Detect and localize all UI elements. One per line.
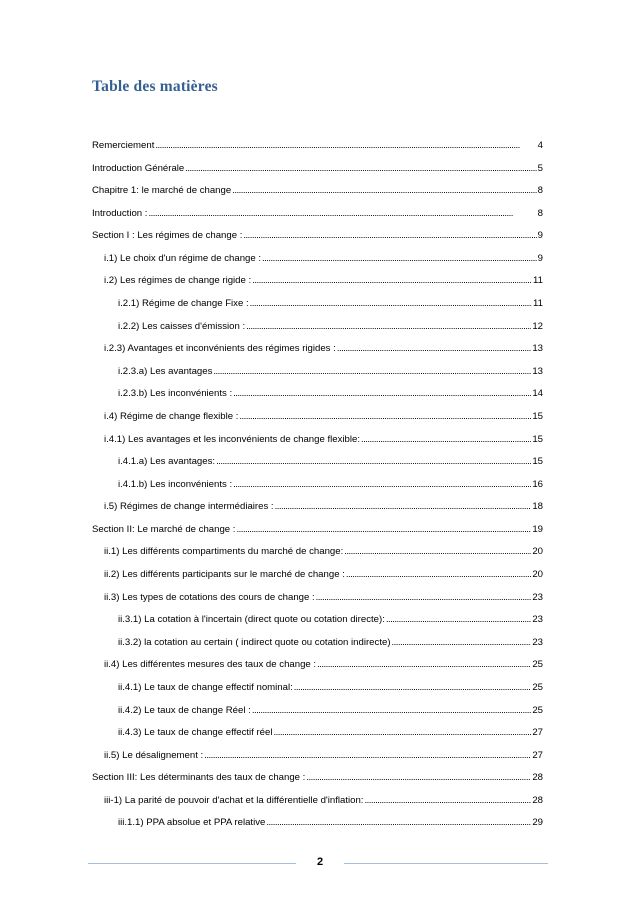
toc-entry-text: i.1) Le choix d'un régime de change : (104, 252, 262, 264)
toc-entry-page: 11 (533, 298, 543, 310)
toc-entry[interactable] (118, 364, 543, 378)
toc-entry[interactable] (104, 409, 543, 423)
toc-entry[interactable] (104, 341, 543, 355)
toc-entry-text: ii.4.3) Le taux de change effectif réel (118, 727, 273, 739)
toc-entry-text: ii.4) Les différentes mesures des taux de change : (104, 659, 317, 671)
toc-entry-page: 27 (532, 749, 543, 761)
toc-entry-text: Remerciement (92, 140, 155, 151)
toc-entry-page: 27 (532, 727, 543, 739)
toc-entry-page: 12 (532, 320, 543, 332)
footer-divider-left (88, 863, 296, 864)
toc-entry-text: ii.3) Les types de cotations des cours de change : (104, 591, 315, 603)
toc-leader-dots (266, 817, 531, 829)
toc-entry-text: i.2.1) Régime de change Fixe : (118, 298, 249, 310)
toc-leader-dots (213, 366, 531, 378)
toc-entry-page: 28 (532, 794, 543, 806)
toc-entry-page: 28 (532, 772, 543, 784)
toc-leader-dots (346, 569, 531, 581)
toc-entry-text: Introduction Générale (92, 162, 185, 174)
toc-leader-dots (250, 298, 532, 310)
toc-leader-dots (344, 546, 531, 558)
toc-entry-text: ii.2) Les différents participants sur le marché de change : (104, 569, 345, 581)
toc-leader-dots (294, 682, 532, 694)
toc-entry-page: 29 (532, 817, 543, 829)
toc-entry-page: 14 (532, 388, 543, 400)
toc-entry[interactable] (104, 251, 543, 265)
toc-leader-dots (239, 411, 531, 423)
toc-entry-page: 23 (532, 636, 543, 648)
toc-entry-page: 25 (532, 659, 543, 671)
toc-entry-text: ii.4.2) Le taux de change Réel : (118, 704, 251, 716)
toc-entry[interactable] (92, 522, 543, 536)
toc-entry[interactable] (92, 206, 543, 220)
toc-entry-page: 23 (532, 614, 543, 626)
toc-leader-dots (337, 343, 532, 355)
toc-entry[interactable] (104, 273, 543, 287)
toc-entry-text: ii.3.1) La cotation à l'incertain (direct quote ou cotation directe): (118, 614, 385, 626)
toc-entry[interactable] (118, 477, 543, 491)
toc-leader-dots (252, 275, 532, 287)
toc-entry-page: 16 (532, 478, 543, 490)
toc-leader-dots (243, 230, 536, 242)
toc-leader-dots (233, 479, 531, 491)
toc-leader-dots (392, 637, 532, 649)
toc-entry-text: ii.5) Le désalignement : (104, 749, 204, 761)
toc-entry[interactable] (104, 748, 543, 762)
toc-entry[interactable] (118, 703, 543, 717)
toc-entry-text: i.2) Les régimes de change rigide : (104, 275, 252, 287)
toc-leader-dots (236, 524, 531, 536)
toc-entry[interactable] (118, 815, 543, 829)
toc-entry[interactable] (104, 499, 543, 513)
footer-divider-right (344, 863, 548, 864)
toc-leader-dots (204, 750, 531, 762)
toc-entry-page: 5 (537, 162, 543, 174)
toc-leader-dots (252, 705, 532, 717)
toc-entry[interactable] (104, 567, 543, 581)
toc-leader-dots (148, 208, 536, 220)
toc-entry[interactable] (118, 680, 543, 694)
toc-entry-page: 19 (532, 523, 543, 535)
toc-entry[interactable] (104, 544, 543, 558)
toc-entry-text: ii.1) Les différents compartiments du marché de change: (104, 546, 344, 558)
toc-entry[interactable] (104, 590, 543, 604)
footer-page-number: 2 (316, 856, 324, 868)
toc-entry[interactable] (104, 657, 543, 671)
toc-entry-page: 8 (537, 207, 543, 219)
toc-entry-page: 15 (532, 433, 543, 445)
toc-leader-dots (361, 434, 531, 446)
toc-leader-dots (306, 772, 531, 784)
toc-entry-page: 11 (533, 275, 543, 287)
toc-entry-page: 8 (537, 185, 543, 197)
toc-entry-page: 15 (532, 410, 543, 422)
toc-entry[interactable] (118, 725, 543, 739)
toc-leader-dots (317, 659, 531, 671)
toc-entry-page: 20 (532, 569, 543, 581)
toc-entry[interactable] (104, 432, 543, 446)
toc-entry-page: 4 (537, 140, 543, 151)
toc-entry-page: 23 (532, 591, 543, 603)
toc-entry-page: 20 (532, 546, 543, 558)
toc-leader-dots (262, 253, 537, 265)
toc-entry-text: i.2.2) Les caisses d'émission : (118, 320, 246, 332)
toc-entry-text: i.4.1) Les avantages et les inconvénients de change flexible: (104, 433, 361, 445)
toc-entry[interactable] (92, 770, 543, 784)
toc-entry-text: i.2.3) Avantages et inconvénients des régimes rigides : (104, 343, 336, 355)
toc-entry-page: 13 (532, 365, 543, 377)
toc-entry[interactable] (118, 296, 543, 310)
toc-leader-dots (316, 592, 532, 604)
toc-entry[interactable] (92, 161, 543, 175)
toc-leader-dots (233, 388, 531, 400)
toc-leader-dots (185, 163, 536, 175)
toc-entry-text: Section II: Le marché de change : (92, 523, 236, 535)
toc-leader-dots (155, 140, 536, 152)
toc-entry-text: i.4.1.b) Les inconvénients : (118, 478, 233, 490)
toc-leader-dots (275, 501, 532, 513)
toc-entry-text: ii.3.2) la cotation au certain ( indirect quote ou cotation indirecte) (118, 636, 391, 648)
toc-leader-dots (364, 795, 531, 807)
toc-leader-dots (386, 614, 531, 626)
toc-entry[interactable] (92, 138, 543, 152)
toc-entry-text: iii-1) La parité de pouvoir d'achat et la différentielle d'inflation: (104, 794, 364, 806)
toc-entry-page: 25 (532, 681, 543, 693)
toc-entry-page: 15 (532, 456, 543, 468)
toc-entry-text: Chapitre 1: le marché de change (92, 185, 232, 197)
toc-entry[interactable] (118, 319, 543, 333)
toc-entry-text: Section III: Les déterminants des taux de change : (92, 772, 306, 784)
toc-entry[interactable] (104, 793, 543, 807)
toc-entry[interactable] (92, 228, 543, 242)
toc-leader-dots (246, 321, 531, 333)
toc-entry[interactable] (118, 454, 543, 468)
toc-leader-dots (216, 456, 531, 468)
toc-entry-page: 25 (532, 704, 543, 716)
toc-leader-dots (274, 727, 532, 739)
toc-title: Table des matières (92, 78, 218, 95)
toc-entry-page: 13 (532, 343, 543, 355)
toc-entry-text: ii.4.1) Le taux de change effectif nominal: (118, 681, 293, 693)
toc-entry[interactable] (118, 635, 543, 649)
toc-entry-text: i.4) Régime de change flexible : (104, 410, 239, 422)
toc-entry-page: 9 (537, 252, 543, 264)
toc-entry-text: Section I : Les régimes de change : (92, 230, 243, 242)
toc-entry-text: i.2.3.b) Les inconvénients : (118, 388, 233, 400)
toc-entry[interactable] (118, 386, 543, 400)
toc-entry-page: 18 (532, 501, 543, 513)
toc-entry-text: i.5) Régimes de change intermédiaires : (104, 501, 274, 513)
toc-entry-text: i.4.1.a) Les avantages: (118, 456, 216, 468)
toc-entry-text: Introduction : (92, 207, 148, 219)
toc-entry[interactable] (118, 612, 543, 626)
toc-leader-dots (232, 185, 536, 197)
toc-entry-text: i.2.3.a) Les avantages (118, 365, 213, 377)
toc-entry-page: 9 (537, 230, 543, 242)
toc-entry[interactable] (92, 183, 543, 197)
toc-entry-text: iii.1.1) PPA absolue et PPA relative (118, 817, 266, 829)
